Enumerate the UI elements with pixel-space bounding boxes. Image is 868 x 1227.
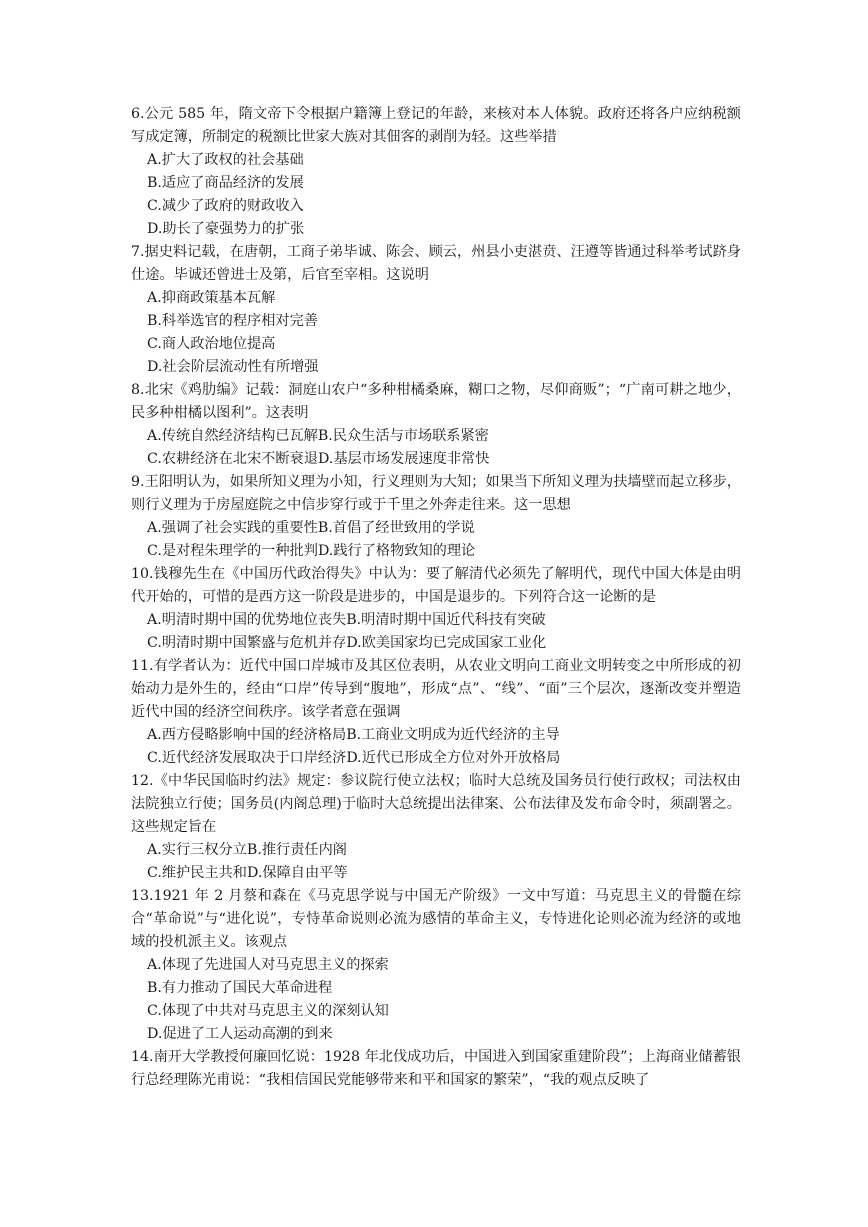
- option-row-ab: [147, 839, 741, 862]
- option-a: A.抑商政策基本瓦解: [147, 290, 276, 306]
- option-b: B.科举选官的程序相对完善: [147, 313, 318, 329]
- option-c: C.维护民主共和: [147, 865, 247, 881]
- question-stem: 13.1921 年 2 月蔡和森在《马克思学说与中国无产阶级》一文中写道：马克思主义的骨髓在综合“革命说”与“进化说”，专恃革命说则必流为感情的革命主义，专恃进化论则必流为经济的或地域的投机派主义。该观点: [131, 888, 741, 950]
- option-c: C.体现了中共对马克思主义的深刻认知: [147, 1003, 389, 1019]
- option-b: B.有力推动了国民大革命进程: [147, 980, 333, 996]
- option-d: D.促进了工人运动高潮的到来: [147, 1026, 333, 1042]
- question-10: [131, 563, 741, 655]
- option-a: A.西方侵略影响中国的经济格局: [147, 727, 347, 743]
- option-d: D.社会阶层流动性有所增强: [147, 359, 319, 375]
- option-b: B.适应了商品经济的发展: [147, 175, 304, 191]
- option-row-ab: [147, 517, 741, 540]
- question-stem: 10.钱穆先生在《中国历代政治得失》中认为：要了解清代必须先了解明代，现代中国大体是由明代开始的，可惜的是西方这一阶段是进步的，中国是退步的。下列符合这一论断的是: [131, 566, 741, 605]
- option-a: A.实行三权分立: [147, 842, 247, 858]
- option-b: B.推行责任内阁: [246, 842, 347, 858]
- option-d: D.践行了格物致知的理论: [317, 543, 476, 559]
- option-d: D.助长了豪强势力的扩张: [147, 221, 305, 237]
- question-6: [131, 103, 741, 241]
- option-b: B.工商业文明成为近代经济的主导: [346, 727, 560, 743]
- option-c: C.商人政治地位提高: [147, 336, 276, 352]
- question-13: [131, 885, 741, 1046]
- option-b: B.首倡了经世致用的学说: [317, 520, 475, 536]
- option-row-ab: [147, 609, 741, 632]
- option-row-cd: [147, 747, 741, 770]
- option-row-ab: [147, 425, 741, 448]
- question-list: [131, 103, 741, 1092]
- option-c: C.是对程朱理学的一种批判: [147, 543, 318, 559]
- question-9: [131, 471, 741, 563]
- option-c: C.明清时期中国繁盛与危机并存: [147, 635, 347, 651]
- question-11: [131, 655, 741, 770]
- question-12: [131, 770, 741, 885]
- question-stem: 6.公元 585 年，隋文帝下令根据户籍簿上登记的年龄，来核对本人体貌。政府还将各户应纳税额写成定簿，所制定的税额比世家大族对其佃客的剥削为轻。这些举措: [131, 106, 741, 145]
- option-row-cd: [147, 448, 741, 471]
- option-c: C.近代经济发展取决于口岸经济: [147, 750, 347, 766]
- option-d: D.基层市场发展速度非常快: [317, 451, 490, 467]
- option-row-cd: [147, 632, 741, 655]
- question-stem: 8.北宋《鸡肋编》记载：洞庭山农户“多种柑橘桑麻，糊口之物，尽仰商贩”；“广南可耕之地少，民多种柑橘以图利”。这表明: [131, 382, 741, 421]
- option-a: A.扩大了政权的社会基础: [147, 152, 304, 168]
- question-stem: 7.据史料记载，在唐朝，工商子弟毕诚、陈会、顾云，州县小吏湛贲、汪遵等皆通过科举考试跻身仕途。毕诚还曾进士及第，后官至宰相。这说明: [131, 244, 741, 283]
- option-b: B.民众生活与市场联系紧密: [317, 428, 489, 444]
- option-a: A.体现了先进国人对马克思主义的探索: [147, 957, 389, 973]
- option-a: A.明清时期中国的优势地位丧失: [147, 612, 347, 628]
- question-stem: 9.王阳明认为，如果所知义理为小知，行义理则为大知；如果当下所知义理为扶墙壁而起立移步，则行义理为于房屋庭院之中信步穿行或于千里之外奔走往来。这一思想: [131, 474, 741, 513]
- question-14: [131, 1046, 741, 1092]
- option-d: D.欧美国家均已完成国家工业化: [346, 635, 547, 651]
- question-stem: 14.南开大学教授何廉回忆说：1928 年北伐成功后，中国进入到国家重建阶段”；上海商业储蓄银行总经理陈光甫说：“我相信国民党能够带来和平和国家的繁荣”，“我的观点反映了: [131, 1049, 741, 1088]
- option-c: C.减少了政府的财政收入: [147, 198, 304, 214]
- question-stem: 12.《中华民国临时约法》规定：参议院行使立法权；临时大总统及国务员行使行政权；司法权由法院独立行使；国务员(内阁总理)于临时大总统提出法律案、公布法律及发布命令时，须副署之。这些规定旨在: [131, 773, 741, 835]
- option-a: A.传统自然经济结构已瓦解: [147, 428, 318, 444]
- option-row-cd: [147, 540, 741, 563]
- question-stem: 11.有学者认为：近代中国口岸城市及其区位表明，从农业文明向工商业文明转变之中所形成的初始动力是外生的，经由“口岸”传导到“腹地”，形成“点”、“线”、“面”三个层次，逐渐改变并塑造近代中国的经济空间秩序。该学者意在强调: [131, 658, 741, 720]
- option-row-cd: [147, 862, 741, 885]
- option-row-ab: [147, 724, 741, 747]
- option-b: B.明清时期中国近代科技有突破: [346, 612, 546, 628]
- option-c: C.农耕经济在北宋不断衰退: [147, 451, 318, 467]
- option-d: D.保障自由平等: [247, 865, 348, 881]
- option-a: A.强调了社会实践的重要性: [147, 520, 318, 536]
- question-7: [131, 241, 741, 379]
- option-d: D.近代已形成全方位对外开放格局: [346, 750, 561, 766]
- question-8: [131, 379, 741, 471]
